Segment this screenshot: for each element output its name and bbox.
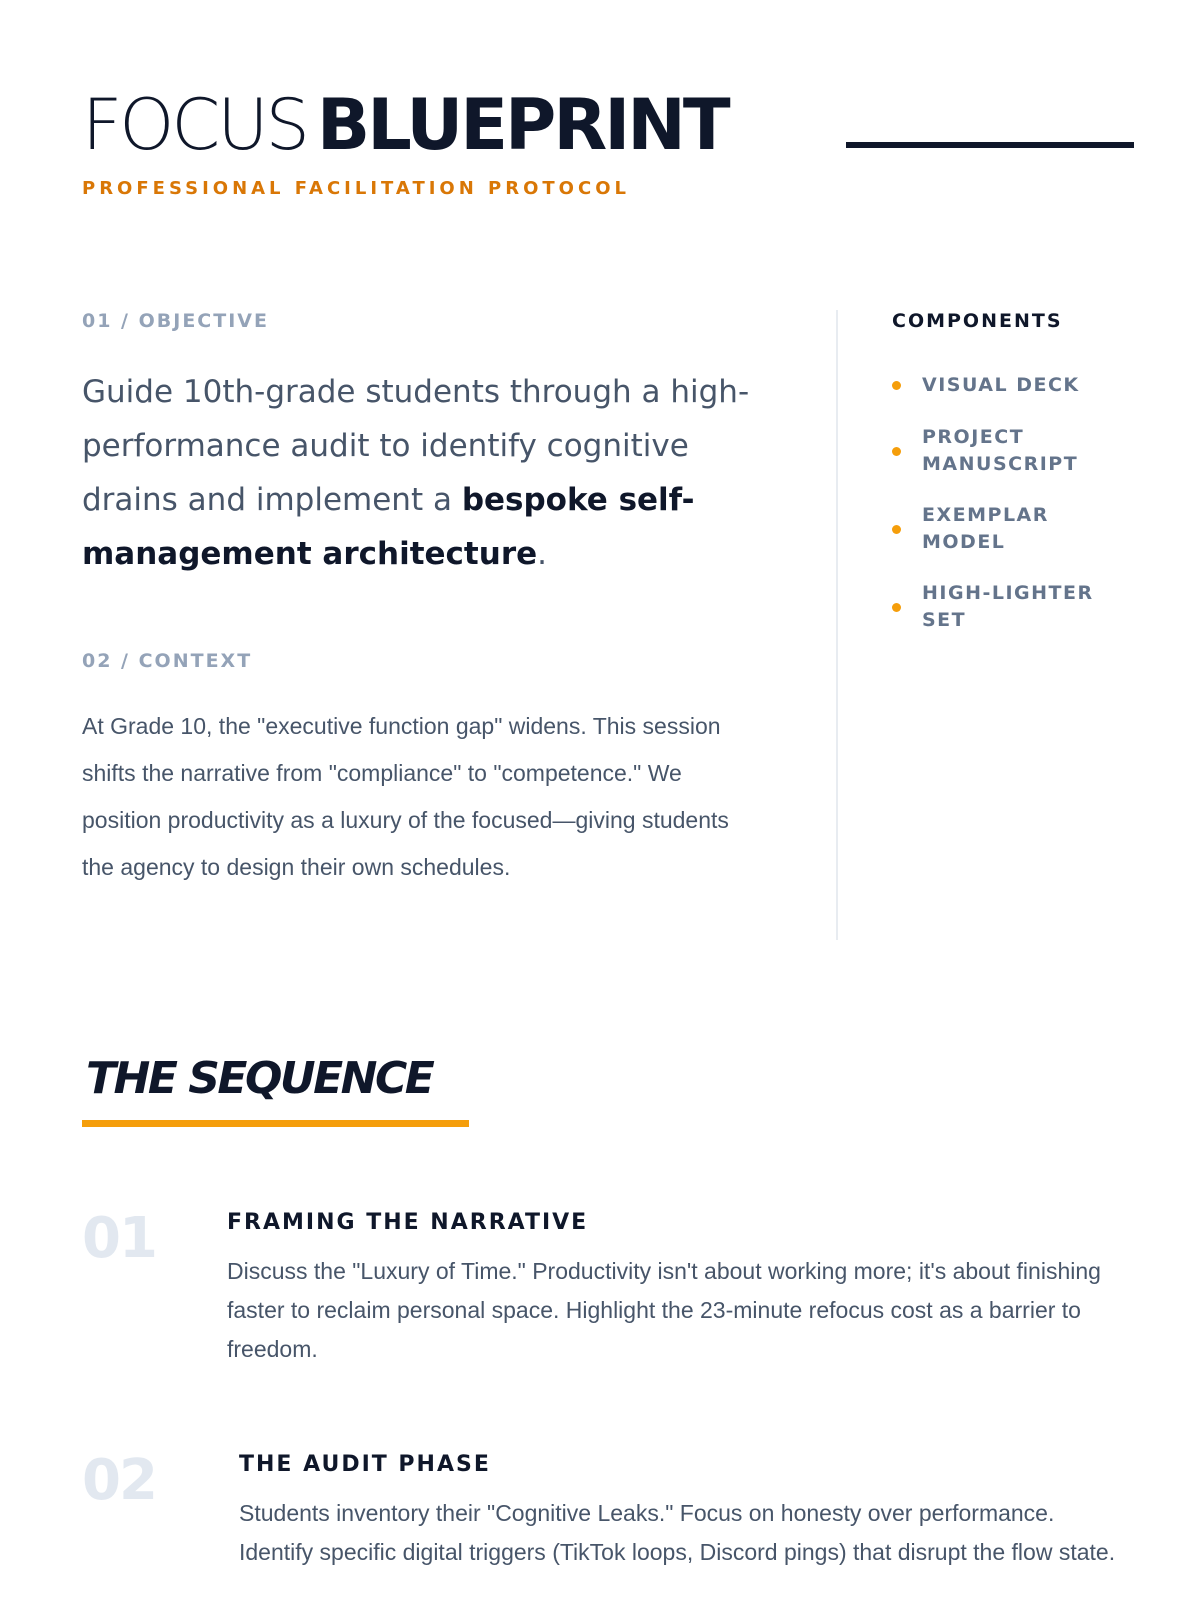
title-light: FOCUS — [82, 84, 307, 166]
step-body: Discuss the "Luxury of Time." Productivity isn't about working more; it's about finishing faster to reclaim personal space. Highlight the 23-minute refocus cost as a barrier to freedom. — [227, 1258, 1101, 1362]
components-title: COMPONENTS — [892, 310, 1063, 332]
objective-text-end: . — [537, 536, 547, 572]
component-item — [892, 502, 1172, 556]
component-label: PROJECT MANUSCRIPT — [922, 426, 1079, 475]
sequence-step — [82, 1200, 1132, 1360]
context-text: At Grade 10, the "executive function gap" widens. This session shifts the narrative from "compliance" to "competence." We position productivity as a luxury of the focused—giving students the agency to design their own schedules. — [82, 713, 729, 880]
sequence-heading: THE SEQUENCE — [86, 1053, 433, 1104]
sequence-underline-rule — [82, 1120, 469, 1127]
component-label: VISUAL DECK — [922, 373, 1080, 396]
step-body: Students inventory their "Cognitive Leaks." Focus on honesty over performance. Identify specific digital triggers (TikTok loops, Discord pings) that disrupt the flow state. — [239, 1500, 1116, 1565]
page-subtitle: PROFESSIONAL FACILITATION PROTOCOL — [82, 178, 630, 199]
objective-text-plain: Guide 10th-grade students through a high-performance audit to identify cognitive drains and implement a — [82, 374, 750, 518]
component-label: EXEMPLAR MODEL — [922, 504, 1049, 553]
bullet-dot-icon — [892, 603, 901, 612]
step-number: 01 — [82, 1206, 156, 1271]
step-title: THE AUDIT PHASE — [239, 1452, 491, 1477]
bullet-dot-icon — [892, 381, 901, 390]
step-number: 02 — [82, 1448, 156, 1513]
page-title — [82, 80, 728, 170]
components-list — [892, 370, 1172, 658]
sequence-step — [82, 1442, 1132, 1600]
component-item — [892, 580, 1172, 634]
page-header — [82, 80, 1132, 220]
bullet-dot-icon — [892, 447, 901, 456]
step-title: FRAMING THE NARRATIVE — [227, 1210, 589, 1235]
bullet-dot-icon — [892, 525, 901, 534]
objective-label: 01 / OBJECTIVE — [82, 310, 269, 332]
title-bold: BLUEPRINT — [316, 84, 728, 166]
context-label: 02 / CONTEXT — [82, 650, 253, 672]
component-item — [892, 424, 1172, 478]
component-label: HIGH-LIGHTER SET — [922, 582, 1094, 631]
title-underline-rule — [846, 142, 1134, 148]
objective-text-strong: bespoke self-management architecture — [82, 482, 695, 572]
component-item — [892, 370, 1172, 400]
column-divider — [836, 310, 838, 940]
objective-text — [82, 365, 762, 581]
